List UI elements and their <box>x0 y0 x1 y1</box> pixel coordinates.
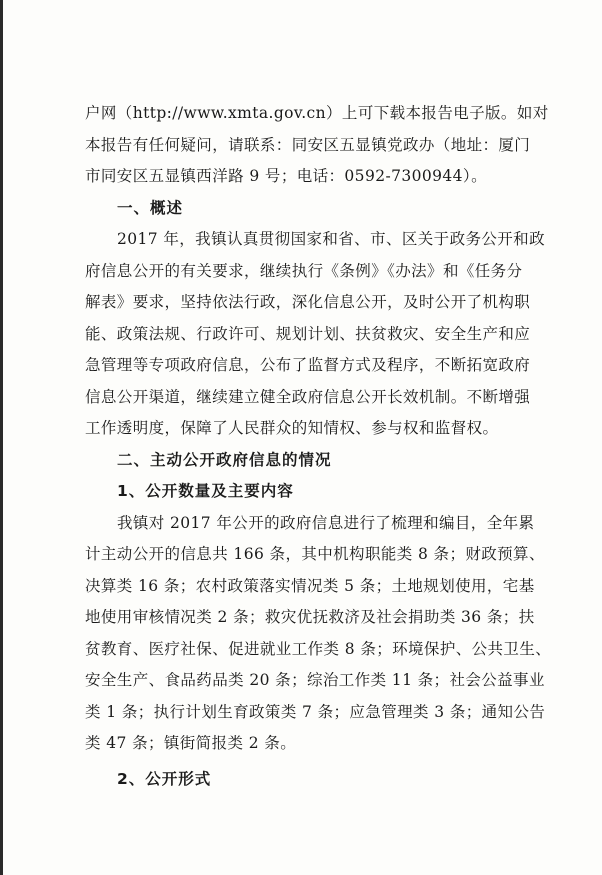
text-line: 解表》要求，坚持依法行政，深化信息公开，及时公开了机构职 <box>85 293 531 311</box>
text-line: 府信息公开的有关要求，继续执行《条例》《办法》和《任务分 <box>85 261 523 280</box>
text-line: 贫教育、医疗社保、促进就业工作类 8 条；环境保护、公共卫生、 <box>85 639 552 658</box>
text-line: 计主动公开的信息共 166 条，其中机构职能类 8 条；财政预算、 <box>85 545 545 563</box>
paragraph-quantity <box>85 508 555 760</box>
subheading-form: 2、公开形式 <box>117 769 212 788</box>
paragraph-contact <box>85 98 555 193</box>
text-line: 信息公开渠道，继续建立健全政府信息公开长效机制。不断增强 <box>85 387 531 406</box>
text-line: 急管理等专项政府信息，公布了监督方式及程序，不断拓宽政府 <box>85 356 531 374</box>
heading-overview: 一、概述 <box>117 198 184 217</box>
text-line: 市同安区五显镇西洋路 9 号；电话：0592-7300944）。 <box>85 167 487 185</box>
subheading-quantity: 1、公开数量及主要内容 <box>117 482 294 500</box>
heading-active-disclosure: 二、主动公开政府信息的情况 <box>117 450 332 469</box>
document-body <box>85 98 555 795</box>
paragraph-overview <box>85 224 555 445</box>
text-line: 我镇对 2017 年公开的政府信息进行了梳理和编目，全年累 <box>117 513 535 532</box>
text-line: 安全生产、食品药品类 20 条；综治工作类 11 条；社会公益事业 <box>85 671 545 689</box>
text-line: 类 1 条；执行计划生育政策类 7 条；应急管理类 3 条；通知公告 <box>85 702 546 721</box>
text-line: 户网（http://www.xmta.gov.cn）上可下载本报告电子版。如对 <box>85 104 549 122</box>
text-line: 地使用审核情况类 2 条；救灾优抚救济及社会捐助类 36 条；扶 <box>85 608 535 626</box>
text-line: 本报告有任何疑问，请联系：同安区五显镇党政办（地址：厦门 <box>85 135 531 154</box>
text-line: 类 47 条；镇街简报类 2 条。 <box>85 734 297 752</box>
text-line: 能、政策法规、行政许可、规划计划、扶贫救灾、安全生产和应 <box>85 324 531 343</box>
text-line: 2017 年，我镇认真贯彻国家和省、市、区关于政务公开和政 <box>117 230 545 248</box>
text-line: 工作透明度，保障了人民群众的知情权、参与权和监督权。 <box>85 419 499 437</box>
text-line: 决算类 16 条；农村政策落实情况类 5 条；土地规划使用，宅基 <box>85 576 535 595</box>
